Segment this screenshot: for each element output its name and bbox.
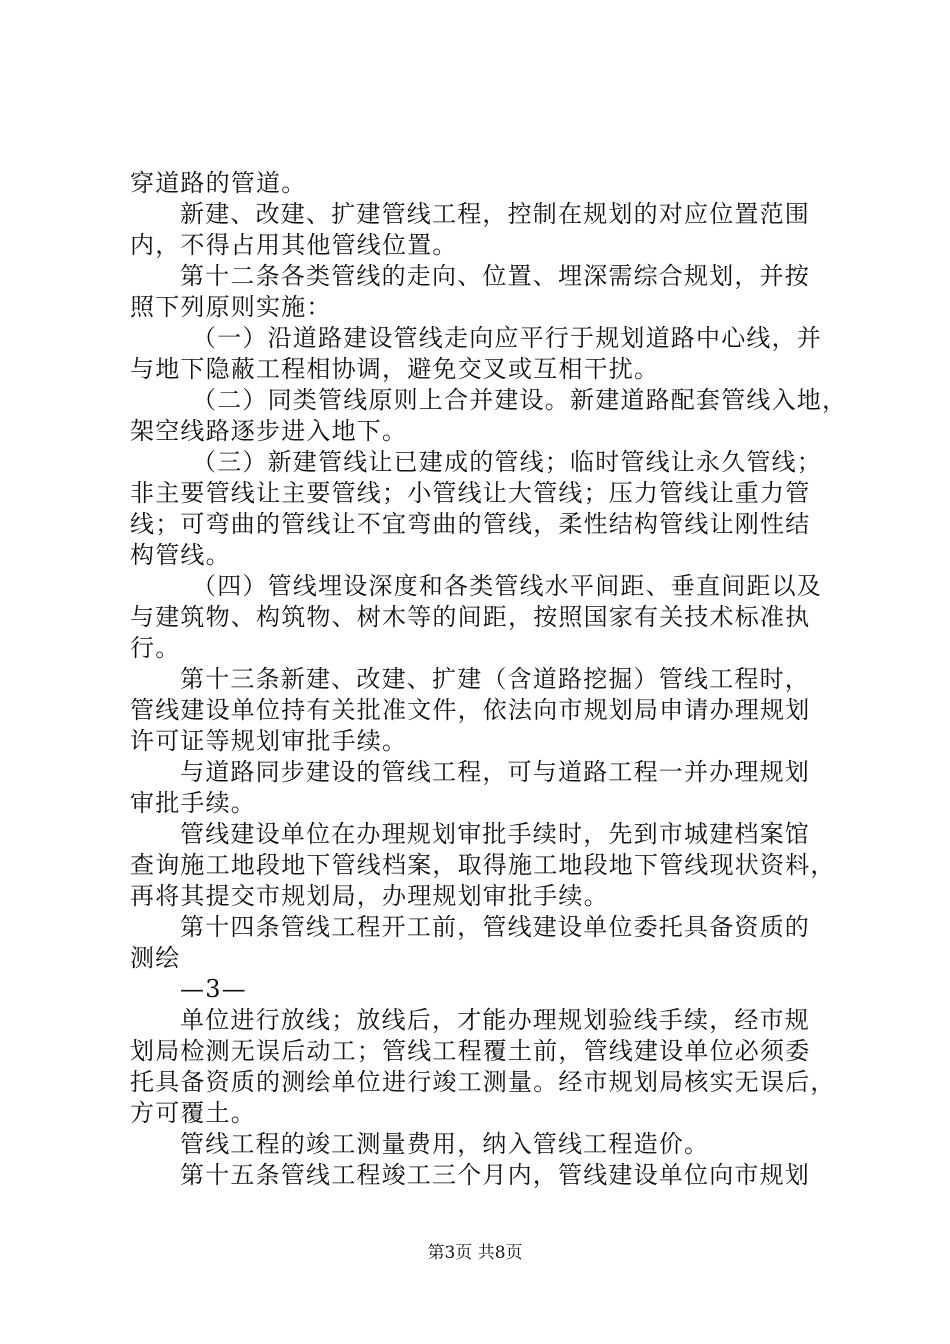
text-line: 单位进行放线；放线后，才能办理规划验线手续，经市规 <box>180 1006 810 1034</box>
text-line: 线；可弯曲的管线让不宜弯曲的管线，柔性结构管线让刚性结 <box>130 510 811 538</box>
text-line: 新建、改建、扩建管线工程，控制在规划的对应位置范围 <box>180 200 810 228</box>
text-line: 与道路同步建设的管线工程，可与道路工程一并办理规划 <box>180 758 810 786</box>
text-line: 托具备资质的测绘单位进行竣工测量。经市规划局核实无误后， <box>130 1068 836 1096</box>
text-line: 内，不得占用其他管线位置。 <box>130 231 458 259</box>
text-line: 构管线。 <box>130 541 231 569</box>
text-line: 第十三条新建、改建、扩建（含道路挖掘）管线工程时， <box>180 665 810 693</box>
document-body <box>130 168 848 1191</box>
text-line: 再将其提交市规划局，办理规划审批手续。 <box>130 882 609 910</box>
text-line: 穿道路的管道。 <box>130 169 307 197</box>
text-line: （一）沿道路建设管线走向应平行于规划道路中心线，并 <box>192 324 822 352</box>
text-line: 行。 <box>130 634 181 662</box>
text-line: 管线建设单位持有关批准文件，依法向市规划局申请办理规划 <box>130 696 811 724</box>
text-line: （四）管线埋设深度和各类管线水平间距、垂直间距以及 <box>192 572 822 600</box>
text-line: 第十四条管线工程开工前，管线建设单位委托具备资质的 <box>180 913 810 941</box>
text-line: 第十五条管线工程竣工三个月内，管线建设单位向市规划 <box>180 1161 810 1189</box>
text-line: 管线建设单位在办理规划审批手续时，先到市城建档案馆 <box>180 820 810 848</box>
text-line: 许可证等规划审批手续。 <box>130 727 408 755</box>
text-line: 照下列原则实施： <box>130 293 332 321</box>
text-line: 测绘 <box>130 944 181 972</box>
text-line: 方可覆土。 <box>130 1099 256 1127</box>
page-marker: —3— <box>180 975 247 1003</box>
text-line: 与地下隐蔽工程相协调，避免交叉或互相干扰。 <box>130 355 660 383</box>
text-line: 划局检测无误后动工；管线工程覆土前，管线建设单位必须委 <box>130 1037 811 1065</box>
page-footer: 第3页 共8页 <box>427 1243 523 1263</box>
text-line: 查询施工地段地下管线档案，取得施工地段地下管线现状资料， <box>130 851 836 879</box>
text-line: 架空线路逐步进入地下。 <box>130 417 408 445</box>
text-line: 第十二条各类管线的走向、位置、埋深需综合规划，并按 <box>180 262 810 290</box>
text-line: 管线工程的竣工测量费用，纳入管线工程造价。 <box>180 1130 710 1158</box>
text-line: 非主要管线让主要管线；小管线让大管线；压力管线让重力管 <box>130 479 811 507</box>
text-line: （三）新建管线让已建成的管线；临时管线让永久管线； <box>192 448 822 476</box>
text-line: 与建筑物、构筑物、树木等的间距，按照国家有关技术标准执 <box>130 603 811 631</box>
text-line: 审批手续。 <box>130 789 256 817</box>
text-line: （二）同类管线原则上合并建设。新建道路配套管线入地， <box>192 386 848 414</box>
